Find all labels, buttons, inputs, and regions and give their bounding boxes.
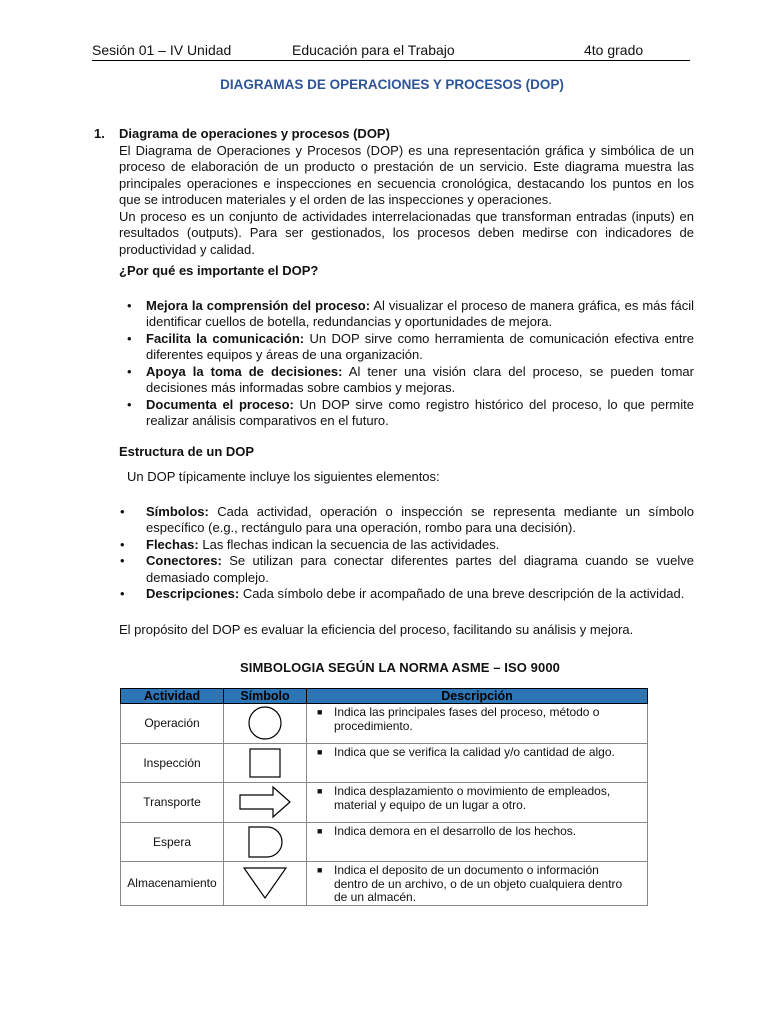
course-label: Educación para el Trabajo	[292, 42, 455, 58]
section-heading	[94, 126, 694, 143]
document-title: DIAGRAMAS DE OPERACIONES Y PROCESOS (DOP)	[220, 77, 564, 92]
item-text: Un DOP sirve como herramienta de comunicación efectiva entre diferentes equipos y áreas de una organización.	[146, 330, 694, 362]
description-line	[312, 785, 647, 799]
symbol-cell	[224, 822, 307, 862]
triangle-icon	[240, 865, 290, 901]
activity-cell: Operación	[121, 704, 224, 744]
purpose-paragraph: El propósito del DOP es evaluar la eficiencia del proceso, facilitando su análisis y mejora.	[119, 621, 634, 637]
description-line	[312, 746, 647, 760]
table-header-row	[121, 689, 648, 704]
table-row	[121, 783, 648, 823]
item-text: Cada actividad, operación o inspección se representa mediante un símbolo específico (e.g., rectángulo para una operación, rombo para una decisión).	[146, 503, 694, 535]
square-bullet-icon: ■	[317, 825, 323, 836]
item-bold: Conectores:	[146, 553, 222, 568]
square-icon	[245, 746, 285, 780]
description-line	[312, 706, 647, 720]
bullet-icon: •	[120, 553, 125, 568]
item-bold: Facilita la comunicación:	[146, 330, 305, 346]
description-text: Indica las principales fases del proceso, método o	[334, 705, 600, 719]
d-shape-icon	[243, 824, 287, 860]
description-text: Indica el deposito de un documento o información	[334, 863, 599, 877]
importance-heading: ¿Por qué es importante el DOP?	[119, 263, 319, 278]
activity-cell: Inspección	[121, 743, 224, 783]
list-item	[94, 504, 694, 537]
activity-cell: Transporte	[121, 783, 224, 823]
session-label: Sesión 01 – IV Unidad	[92, 42, 232, 58]
symbol-table	[120, 688, 648, 906]
list-item	[94, 397, 694, 430]
table-row	[121, 704, 648, 744]
header-description: Descripción	[307, 689, 648, 704]
circle-icon	[245, 705, 285, 741]
description-text: Indica que se verifica la calidad y/o cantidad de algo.	[334, 744, 615, 759]
description-line	[312, 864, 647, 878]
square-bullet-icon: ■	[317, 746, 323, 757]
square-bullet-icon: ■	[317, 707, 323, 717]
bullet-icon: •	[120, 503, 125, 519]
item-text: Cada símbolo debe ir acompañado de una breve descripción de la actividad.	[239, 586, 685, 601]
description-cell	[307, 862, 648, 906]
description-cell	[307, 704, 648, 744]
structure-list	[94, 504, 694, 603]
process-paragraph: Un proceso es un conjunto de actividades interrelacionadas que transforman entradas (inputs) en resultados (outputs). Para ser gestionados, los procesos deben medirse con indicadores de productividad y calidad.	[119, 208, 694, 257]
description-text: de un almacén.	[334, 890, 417, 904]
item-text: Se utilizan para conectar diferentes partes del diagrama cuando se vuelve demasiado complejo.	[146, 553, 694, 585]
symbol-cell	[224, 743, 307, 783]
list-item	[94, 586, 694, 603]
description-line	[312, 891, 647, 905]
table-title: SIMBOLOGIA SEGÚN LA NORMA ASME – ISO 9000	[240, 660, 560, 675]
list-item	[94, 298, 694, 331]
definition-paragraph: El Diagrama de Operaciones y Procesos (DOP) es una representación gráfica y simbólica de un proceso de elaboración de un producto o prestación de un servicio. Este diagrama muestra las principales operaciones e inspecciones en secuencia cronológica, destacando los puntos en los que se introducen materiales y el orden de las inspecciones y operaciones.	[119, 142, 694, 207]
bullet-icon: •	[127, 297, 132, 313]
activity-cell: Almacenamiento	[121, 862, 224, 906]
item-text: Las flechas indican la secuencia de las actividades.	[198, 536, 500, 552]
arrow-icon	[237, 784, 293, 820]
grade-label: 4to grado	[584, 42, 644, 58]
list-item	[94, 537, 694, 554]
structure-intro: Un DOP típicamente incluye los siguientes elementos:	[127, 469, 440, 484]
description-line	[312, 825, 647, 839]
page-header	[92, 40, 690, 61]
table-row	[121, 743, 648, 783]
bullet-icon: •	[120, 536, 125, 552]
bullet-icon: •	[127, 363, 132, 379]
bullet-icon: •	[127, 396, 132, 412]
bullet-icon: •	[127, 330, 132, 346]
description-line	[312, 720, 647, 734]
activity-cell: Espera	[121, 822, 224, 862]
list-item	[94, 364, 694, 397]
item-bold: Símbolos:	[146, 503, 209, 519]
header-symbol: Símbolo	[224, 689, 307, 704]
description-line	[312, 799, 647, 813]
description-cell	[307, 822, 648, 862]
description-text: dentro de un archivo, o de un objeto cualquiera dentro	[334, 876, 623, 891]
item-text: Al tener una visión clara del proceso, se pueden tomar decisiones más informadas sobre cambios y mejoras.	[146, 363, 694, 395]
symbol-table-section	[120, 660, 650, 906]
symbol-cell	[224, 862, 307, 906]
main-content	[94, 126, 694, 638]
description-cell	[307, 783, 648, 823]
importance-list	[94, 298, 694, 430]
description-text: procedimiento.	[334, 718, 413, 733]
item-bold: Documenta el proceso:	[146, 396, 294, 412]
table-row	[121, 822, 648, 862]
header-activity: Actividad	[121, 689, 224, 704]
item-bold: Descripciones:	[146, 586, 240, 601]
description-cell	[307, 743, 648, 783]
item-bold: Apoya la toma de decisiones:	[146, 363, 343, 379]
structure-heading: Estructura de un DOP	[119, 443, 255, 459]
table-row	[121, 862, 648, 906]
description-text: Indica desplazamiento o movimiento de empleados,	[334, 784, 611, 798]
description-text: material y equipo de un lugar a otro.	[334, 797, 527, 812]
item-bold: Mejora la comprensión del proceso:	[146, 297, 371, 313]
list-item	[94, 331, 694, 364]
item-bold: Flechas:	[146, 536, 199, 552]
description-line	[312, 878, 647, 892]
description-text: Indica demora en el desarrollo de los hechos.	[334, 823, 577, 838]
square-bullet-icon: ■	[317, 786, 323, 796]
symbol-cell	[224, 704, 307, 744]
bullet-icon: •	[120, 586, 125, 601]
section-number: 1.	[94, 126, 105, 141]
item-text: Un DOP sirve como registro histórico del proceso, lo que permite realizar análisis comparativos en el futuro.	[146, 396, 694, 428]
symbol-cell	[224, 783, 307, 823]
list-item	[94, 553, 694, 586]
square-bullet-icon: ■	[317, 865, 323, 875]
item-text: Al visualizar el proceso de manera gráfica, es más fácil identificar cuellos de botella, redundancias y oportunidades de mejora.	[146, 297, 694, 329]
section-title: Diagrama de operaciones y procesos (DOP)	[119, 126, 390, 141]
